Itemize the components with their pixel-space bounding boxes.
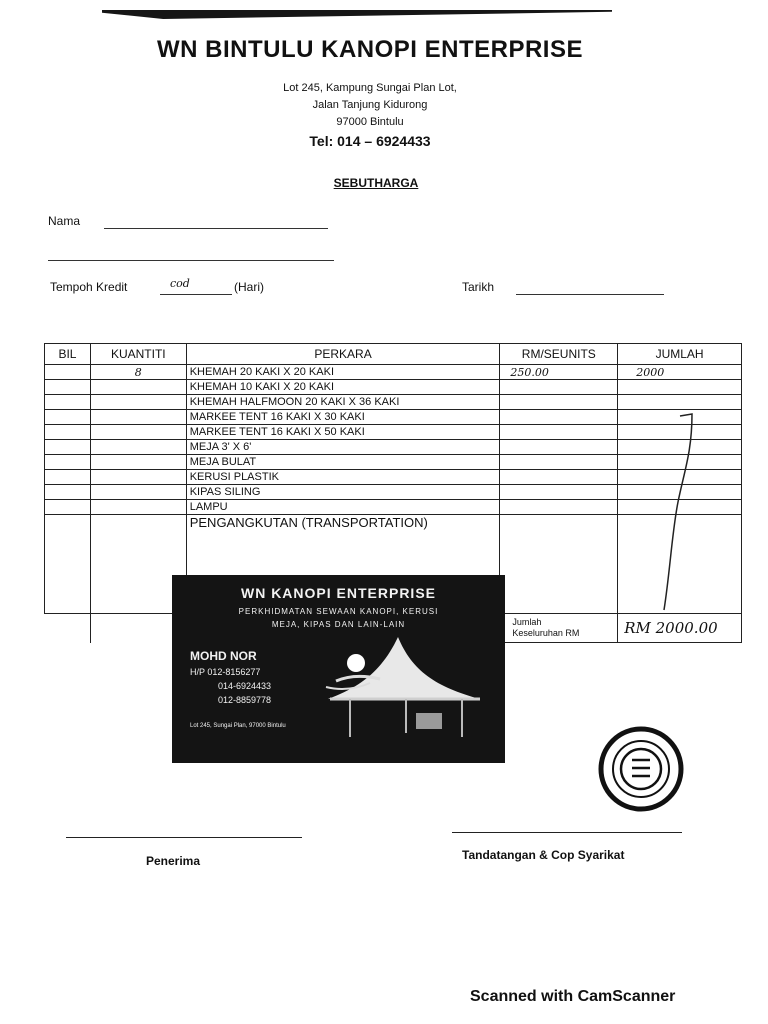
row-kuantiti: [90, 485, 186, 500]
row-rm-seunit: [500, 515, 618, 614]
row-perkara: KHEMAH HALFMOON 20 KAKI X 36 KAKI: [186, 395, 500, 410]
row-bil: [45, 365, 91, 380]
company-signature-line: [452, 832, 682, 833]
table-row: [45, 410, 742, 425]
row-bil: [45, 470, 91, 485]
header-bar: [102, 10, 612, 19]
company-name: WN BINTULU KANOPI ENTERPRISE: [156, 36, 583, 63]
address-line-1: Lot 245, Kampung Sungai Plan Lot,: [283, 82, 457, 94]
row-rm-seunit: [500, 380, 618, 395]
row-kuantiti: [90, 440, 186, 455]
header-perkara: PERKARA: [186, 344, 500, 365]
card-contact-name: MOHD NOR: [190, 649, 257, 663]
row-rm-seunit: 250.00: [500, 365, 618, 380]
row-bil: [45, 380, 91, 395]
row-kuantiti: [90, 470, 186, 485]
receiver-label: Penerima: [146, 854, 201, 868]
tempoh-kredit-value: cod: [170, 277, 190, 290]
row-kuantiti: 8: [90, 365, 186, 380]
address-line-3: 97000 Bintulu: [336, 116, 404, 128]
row-perkara: MEJA BULAT: [186, 455, 500, 470]
row-rm-seunit: [500, 395, 618, 410]
row-jumlah: [618, 395, 742, 410]
total-label: [500, 614, 618, 643]
row-kuantiti: [90, 455, 186, 470]
row-bil: [45, 500, 91, 515]
business-card: [172, 575, 505, 763]
row-perkara: KHEMAH 10 KAKI X 20 KAKI: [186, 380, 500, 395]
card-service-line-1: PERKHIDMATAN SEWAAN KANOPI, KERUSI: [238, 607, 439, 616]
header-bil: BIL: [45, 344, 91, 365]
total-value: RM 2000.00: [618, 614, 742, 643]
row-perkara: PENGANGKUTAN (TRANSPORTATION): [186, 515, 500, 614]
header-kuantiti: KUANTITI: [90, 344, 186, 365]
company-stamp: [598, 726, 684, 812]
card-phone-1: H/P 012-8156277: [190, 667, 261, 677]
table-row: [45, 500, 742, 515]
total-label-line-2: Keseluruhan RM: [512, 628, 580, 638]
card-address: Lot 245, Sungai Plan, 97000 Bintulu: [190, 723, 286, 729]
row-bil: [45, 515, 91, 614]
header-rm-seunit: RM/SEUNITS: [500, 344, 618, 365]
table-row: [45, 365, 742, 380]
row-bil: [45, 455, 91, 470]
address-line-2: Jalan Tanjung Kidurong: [312, 99, 428, 111]
row-perkara: LAMPU: [186, 500, 500, 515]
row-bil: [45, 395, 91, 410]
table-row: [45, 425, 742, 440]
row-kuantiti: [90, 380, 186, 395]
row-bil: [45, 410, 91, 425]
row-rm-seunit: [500, 440, 618, 455]
card-service-line-2: MEJA, KIPAS DAN LAIN-LAIN: [271, 620, 406, 629]
table-row: [45, 455, 742, 470]
row-bil: [45, 425, 91, 440]
nama-label: Nama: [48, 214, 81, 228]
card-phone-2: 014-6924433: [218, 681, 272, 691]
row-perkara: MARKEE TENT 16 KAKI X 30 KAKI: [186, 410, 500, 425]
row-perkara: KERUSI PLASTIK: [186, 470, 500, 485]
nama-field[interactable]: [104, 228, 328, 229]
row-jumlah: 2000: [618, 365, 742, 380]
row-perkara: MARKEE TENT 16 KAKI X 50 KAKI: [186, 425, 500, 440]
table-row: [45, 395, 742, 410]
table-header-row: [45, 344, 742, 365]
table-row: [45, 380, 742, 395]
row-kuantiti: [90, 395, 186, 410]
row-kuantiti: [90, 410, 186, 425]
row-bil: [45, 440, 91, 455]
row-rm-seunit: [500, 455, 618, 470]
row-rm-seunit: [500, 470, 618, 485]
card-title: WN KANOPI ENTERPRISE: [240, 585, 436, 601]
nama-field-line-2[interactable]: [48, 260, 334, 261]
tarikh-label: Tarikh: [462, 280, 495, 294]
total-label-line-1: Jumlah: [512, 617, 542, 627]
row-rm-seunit: [500, 410, 618, 425]
table-row: [45, 485, 742, 500]
row-kuantiti: [90, 425, 186, 440]
header-jumlah: JUMLAH: [618, 344, 742, 365]
company-telephone: Tel: 014 – 6924433: [309, 133, 431, 149]
tempoh-kredit-label: Tempoh Kredit: [50, 280, 128, 294]
company-signature-label: Tandatangan & Cop Syarikat: [462, 848, 625, 862]
row-perkara: KHEMAH 20 KAKI X 20 KAKI: [186, 365, 500, 380]
tempoh-kredit-field[interactable]: [160, 277, 232, 295]
tent-icon: [320, 629, 490, 741]
row-rm-seunit: [500, 485, 618, 500]
continuation-stroke: [654, 412, 704, 614]
row-perkara: KIPAS SILING: [186, 485, 500, 500]
row-kuantiti: [90, 500, 186, 515]
table-row: [45, 470, 742, 485]
tempoh-kredit-unit: (Hari): [234, 280, 264, 294]
receiver-signature-line: [66, 837, 302, 838]
row-bil: [45, 485, 91, 500]
row-perkara: MEJA 3' X 6': [186, 440, 500, 455]
document-title: SEBUTHARGA: [333, 176, 419, 190]
row-jumlah: [618, 380, 742, 395]
tarikh-field[interactable]: [516, 294, 664, 295]
row-rm-seunit: [500, 500, 618, 515]
scanner-watermark: Scanned with CamScanner: [470, 988, 676, 1005]
table-row: [45, 440, 742, 455]
row-rm-seunit: [500, 425, 618, 440]
card-phone-3: 012-8859778: [218, 695, 272, 705]
